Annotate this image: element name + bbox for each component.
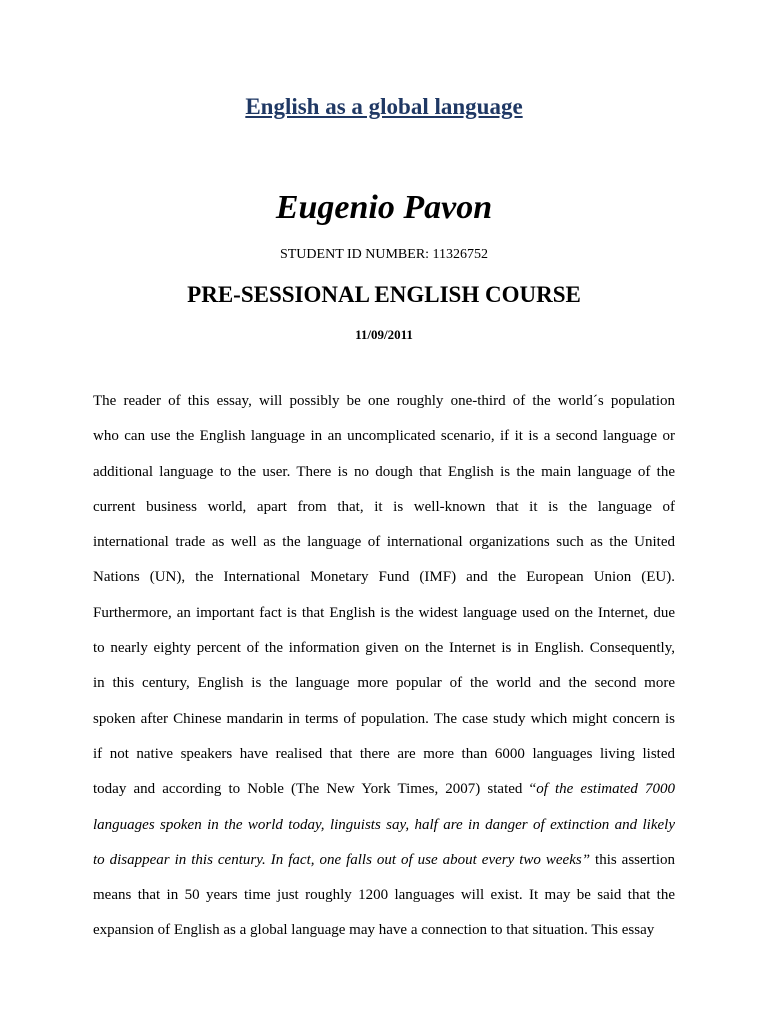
- text-line: [93, 384, 675, 419]
- text-line: [93, 702, 675, 737]
- quote-text: languages spoken in the world today, linguists say, half are in danger of extinction and likely: [93, 816, 675, 833]
- text-segment: who can use the English language in an uncomplicated scenario, if it is a second language or: [93, 428, 675, 445]
- quote-text: of the estimated 7000: [536, 781, 676, 798]
- student-id: STUDENT ID NUMBER: 11326752: [279, 247, 489, 262]
- text-line: [93, 843, 675, 878]
- text-segment: international trade as well as the language of international organizations such as the United: [93, 534, 675, 551]
- body-paragraph: [93, 384, 675, 949]
- text-line: [93, 878, 675, 913]
- document-date: 11/09/2011: [355, 327, 413, 342]
- text-line: [93, 808, 675, 843]
- text-segment: The reader of this essay, will possibly be one roughly one-third of the world´s population: [93, 393, 675, 409]
- text-segment: in this century, English is the language more popular of the world and the second more: [93, 675, 675, 692]
- text-line: [93, 666, 675, 701]
- text-line: [93, 525, 675, 560]
- text-segment: Nations (UN), the International Monetary Fund (IMF) and the European Union (EU).: [93, 569, 675, 586]
- text-line: [93, 560, 675, 595]
- course-title: PRE-SESSIONAL ENGLISH COURSE: [187, 282, 581, 307]
- text-segment: to nearly eighty percent of the information given on the Internet is in English. Consequently,: [93, 640, 675, 657]
- text-segment: Furthermore, an important fact is that English is the widest language used on the Internet, due: [93, 604, 675, 621]
- text-segment: today and according to Noble (The New York Times, 2007) stated “: [93, 781, 537, 798]
- text-line: [93, 631, 675, 666]
- text-segment: if not native speakers have realised that there are more than 6000 languages living listed: [93, 745, 675, 762]
- text-line: [93, 455, 675, 490]
- text-line: [93, 737, 675, 772]
- text-segment: additional language to the user. There is no dough that English is the main language of the: [93, 463, 675, 480]
- text-line: [93, 772, 675, 807]
- author-name: Eugenio Pavon: [275, 189, 493, 226]
- text-segment: current business world, apart from that, it is well-known that it is the language of: [93, 498, 675, 515]
- text-segment: spoken after Chinese mandarin in terms of population. The case study which might concern is: [93, 710, 675, 727]
- text-line: [93, 596, 675, 631]
- text-line: [93, 419, 675, 454]
- text-line: [93, 913, 675, 948]
- text-segment: this assertion: [590, 851, 675, 868]
- quote-text: to disappear in this century. In fact, one falls out of use about every two weeks”: [93, 851, 591, 868]
- text-line: [93, 490, 675, 525]
- document-title: English as a global language: [245, 94, 523, 119]
- text-segment: expansion of English as a global language may have a connection to that situation. This essay: [93, 922, 655, 939]
- text-segment: means that in 50 years time just roughly 1200 languages will exist. It may be said that the: [93, 887, 675, 904]
